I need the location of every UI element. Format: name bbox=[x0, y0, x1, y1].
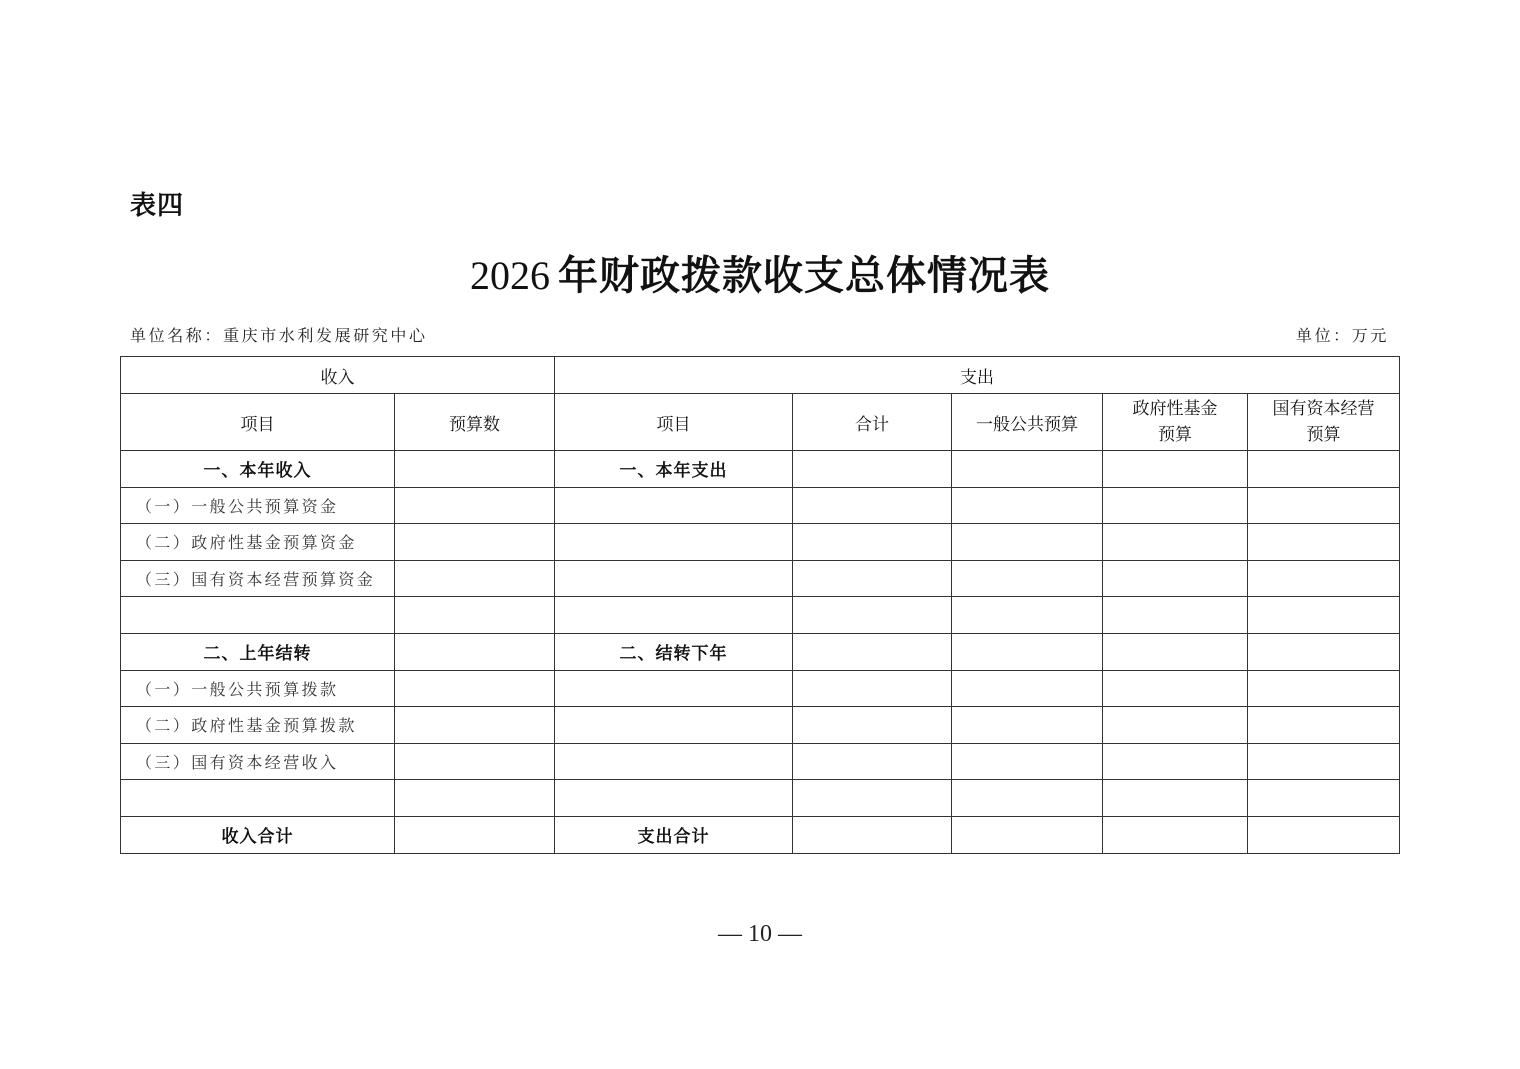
expense-item-cell: 一、本年支出 bbox=[555, 451, 793, 488]
expense-item-cell bbox=[555, 707, 793, 744]
income-budget-cell bbox=[395, 707, 555, 744]
income-item-cell: （三）国有资本经营预算资金 bbox=[121, 560, 395, 597]
income-item-cell bbox=[121, 597, 395, 634]
state-capital-budget-header-label: 国有资本经营预算 bbox=[1272, 399, 1375, 445]
income-budget-header: 预算数 bbox=[395, 394, 555, 451]
expense-general-budget-cell bbox=[952, 670, 1103, 707]
income-budget-cell bbox=[395, 816, 555, 853]
expense-general-budget-cell bbox=[952, 560, 1103, 597]
expense-fund-budget-cell bbox=[1103, 451, 1248, 488]
expense-fund-budget-cell bbox=[1103, 670, 1248, 707]
income-budget-cell bbox=[395, 451, 555, 488]
expense-item-cell bbox=[555, 780, 793, 817]
page-title bbox=[0, 250, 1520, 302]
expense-fund-budget-cell bbox=[1103, 597, 1248, 634]
expense-general-budget-cell bbox=[952, 780, 1103, 817]
income-budget-cell bbox=[395, 743, 555, 780]
income-item-cell: （一）一般公共预算资金 bbox=[121, 487, 395, 524]
expense-total-cell bbox=[793, 780, 952, 817]
income-item-cell: 收入合计 bbox=[121, 816, 395, 853]
income-budget-cell bbox=[395, 670, 555, 707]
expense-state-capital-budget-cell bbox=[1248, 597, 1400, 634]
state-capital-budget-header bbox=[1248, 394, 1400, 451]
expense-total-header: 合计 bbox=[793, 394, 952, 451]
expense-general-budget-cell bbox=[952, 743, 1103, 780]
expense-item-cell bbox=[555, 487, 793, 524]
income-item-cell: 一、本年收入 bbox=[121, 451, 395, 488]
expense-total-cell bbox=[793, 487, 952, 524]
table-body bbox=[121, 451, 1400, 854]
budget-table bbox=[120, 356, 1400, 854]
expense-state-capital-budget-cell bbox=[1248, 560, 1400, 597]
fund-budget-header-label: 政府性基金预算 bbox=[1132, 399, 1218, 445]
income-item-cell: （二）政府性基金预算拨款 bbox=[121, 707, 395, 744]
income-budget-cell bbox=[395, 524, 555, 561]
title-year: 2026 bbox=[470, 253, 550, 298]
fund-budget-header bbox=[1103, 394, 1248, 451]
expense-state-capital-budget-cell bbox=[1248, 780, 1400, 817]
expense-item-cell bbox=[555, 524, 793, 561]
column-header-row bbox=[121, 394, 1400, 451]
table-row bbox=[121, 451, 1400, 488]
table-label: 表四 bbox=[130, 191, 185, 221]
title-text: 年财政拨款收支总体情况表 bbox=[558, 253, 1050, 299]
income-budget-cell bbox=[395, 487, 555, 524]
table-row bbox=[121, 670, 1400, 707]
expense-fund-budget-cell bbox=[1103, 487, 1248, 524]
table-row bbox=[121, 780, 1400, 817]
income-item-cell: （二）政府性基金预算资金 bbox=[121, 524, 395, 561]
expense-state-capital-budget-cell bbox=[1248, 524, 1400, 561]
income-item-cell: （一）一般公共预算拨款 bbox=[121, 670, 395, 707]
expense-total-cell bbox=[793, 816, 952, 853]
table-row bbox=[121, 487, 1400, 524]
table-row bbox=[121, 743, 1400, 780]
expense-item-cell bbox=[555, 597, 793, 634]
expense-general-budget-cell bbox=[952, 451, 1103, 488]
expense-fund-budget-cell bbox=[1103, 816, 1248, 853]
table-row bbox=[121, 707, 1400, 744]
expense-item-cell: 支出合计 bbox=[555, 816, 793, 853]
table-row bbox=[121, 816, 1400, 853]
expense-fund-budget-cell bbox=[1103, 560, 1248, 597]
expense-total-cell bbox=[793, 560, 952, 597]
expense-item-cell: 二、结转下年 bbox=[555, 633, 793, 670]
expense-total-cell bbox=[793, 707, 952, 744]
expense-total-cell bbox=[793, 633, 952, 670]
expense-group-header: 支出 bbox=[555, 357, 1400, 394]
expense-general-budget-cell bbox=[952, 597, 1103, 634]
currency-unit: 单位：万元 bbox=[1295, 326, 1389, 345]
expense-total-cell bbox=[793, 597, 952, 634]
income-budget-cell bbox=[395, 633, 555, 670]
expense-total-cell bbox=[793, 524, 952, 561]
expense-general-budget-cell bbox=[952, 816, 1103, 853]
income-budget-cell bbox=[395, 597, 555, 634]
expense-item-cell bbox=[555, 670, 793, 707]
expense-item-header: 项目 bbox=[555, 394, 793, 451]
expense-state-capital-budget-cell bbox=[1248, 670, 1400, 707]
expense-item-cell bbox=[555, 743, 793, 780]
table-row bbox=[121, 597, 1400, 634]
expense-fund-budget-cell bbox=[1103, 743, 1248, 780]
income-group-header: 收入 bbox=[121, 357, 555, 394]
expense-general-budget-cell bbox=[952, 524, 1103, 561]
expense-fund-budget-cell bbox=[1103, 707, 1248, 744]
expense-total-cell bbox=[793, 743, 952, 780]
income-budget-cell bbox=[395, 560, 555, 597]
expense-total-cell bbox=[793, 451, 952, 488]
income-item-cell: （三）国有资本经营收入 bbox=[121, 743, 395, 780]
table-row bbox=[121, 633, 1400, 670]
unit-line bbox=[130, 325, 1389, 347]
general-budget-header: 一般公共预算 bbox=[952, 394, 1103, 451]
expense-state-capital-budget-cell bbox=[1248, 816, 1400, 853]
income-item-cell: 二、上年结转 bbox=[121, 633, 395, 670]
income-item-header: 项目 bbox=[121, 394, 395, 451]
expense-fund-budget-cell bbox=[1103, 524, 1248, 561]
expense-item-cell bbox=[555, 560, 793, 597]
income-budget-cell bbox=[395, 780, 555, 817]
expense-general-budget-cell bbox=[952, 707, 1103, 744]
expense-fund-budget-cell bbox=[1103, 633, 1248, 670]
expense-state-capital-budget-cell bbox=[1248, 633, 1400, 670]
expense-general-budget-cell bbox=[952, 633, 1103, 670]
income-item-cell bbox=[121, 780, 395, 817]
expense-general-budget-cell bbox=[952, 487, 1103, 524]
expense-fund-budget-cell bbox=[1103, 780, 1248, 817]
expense-total-cell bbox=[793, 670, 952, 707]
expense-state-capital-budget-cell bbox=[1248, 707, 1400, 744]
expense-state-capital-budget-cell bbox=[1248, 451, 1400, 488]
table-row bbox=[121, 524, 1400, 561]
expense-state-capital-budget-cell bbox=[1248, 743, 1400, 780]
page-number: — 10 — bbox=[718, 921, 802, 947]
group-header-row bbox=[121, 357, 1400, 394]
unit-name: 单位名称：重庆市水利发展研究中心 bbox=[130, 326, 428, 345]
table-row bbox=[121, 560, 1400, 597]
expense-state-capital-budget-cell bbox=[1248, 487, 1400, 524]
